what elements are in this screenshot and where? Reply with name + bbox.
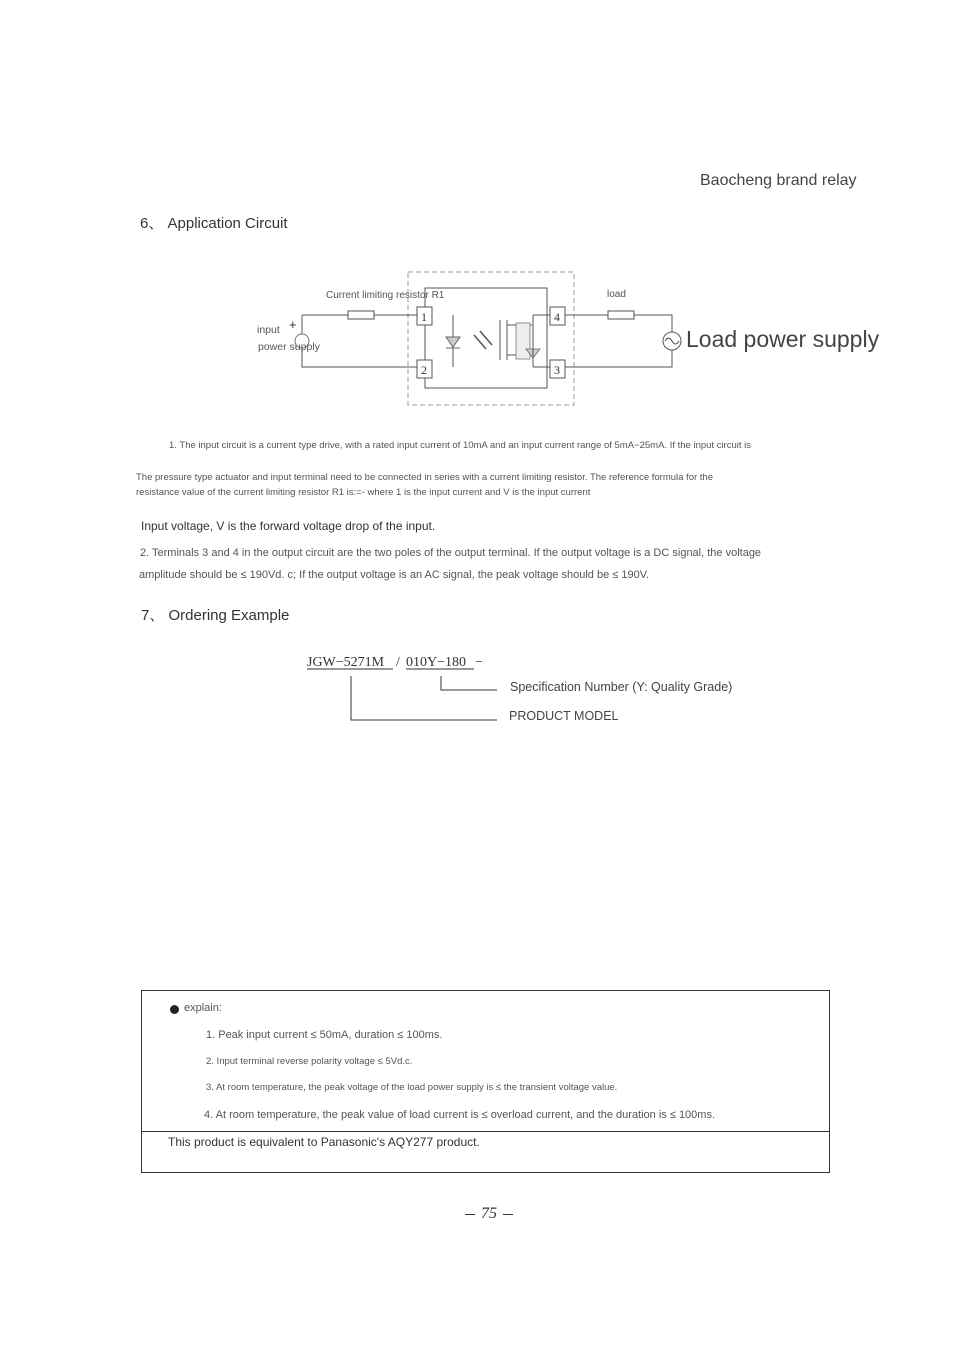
- resistor-label: Current limiting resistor R1: [326, 290, 445, 301]
- power-supply-label: power supply: [258, 341, 320, 353]
- load-label: load: [607, 289, 626, 300]
- note1-line1: 1. The input circuit is a current type drive, with a rated input current of 10mA and an input current range of 5mA~25mA. If the input circuit is: [169, 440, 752, 451]
- load-resistor: [608, 311, 634, 319]
- product-model-label: PRODUCT MODEL: [509, 709, 619, 723]
- model-suffix: −: [475, 655, 483, 670]
- explain-item-1: 1. Peak input current ≤ 50mA, duration ≤ 100ms.: [206, 1029, 443, 1041]
- plus-label: +: [289, 317, 297, 332]
- load-power-supply-label: Load power supply: [686, 326, 880, 352]
- note1-line3: resistance value of the current limiting resistor R1 is:=- where 1 is the input current and V is the input current: [136, 487, 591, 498]
- terminal-4-label: 4: [554, 310, 560, 324]
- note1-line4: Input voltage, V is the forward voltage drop of the input.: [141, 519, 436, 533]
- application-circuit-diagram: [250, 265, 910, 415]
- model-separator: /: [396, 655, 400, 670]
- dash-left: [465, 1214, 475, 1215]
- explain-item-4: 4. At room temperature, the peak value of load current is ≤ overload current, and the duration is ≤ 100ms.: [204, 1109, 716, 1121]
- ordering-example-diagram: [300, 648, 780, 728]
- equivalent-note: This product is equivalent to Panasonic's AQY277 product.: [168, 1135, 480, 1149]
- dash-right: [503, 1214, 513, 1215]
- explain-item-3: 3. At room temperature, the peak voltage of the load power supply is ≤ the transient voltage value.: [206, 1082, 618, 1093]
- page-number: 75: [481, 1205, 497, 1222]
- terminal-3-label: 3: [554, 363, 560, 377]
- explain-item-2: 2. Input terminal reverse polarity voltage ≤ 5Vd.c.: [206, 1056, 413, 1067]
- note1-line2: The pressure type actuator and input terminal need to be connected in series with a current limiting resistor. The reference formula for the: [136, 472, 713, 483]
- mosfet-symbol: [516, 323, 530, 359]
- explain-title: explain:: [184, 1002, 222, 1014]
- note2-line2: amplitude should be ≤ 190Vd. c; If the output voltage is an AC signal, the peak voltage should be ≤ 190V.: [139, 569, 650, 581]
- resistor-r1: [348, 311, 374, 319]
- spec-number-label: Specification Number (Y: Quality Grade): [510, 680, 733, 694]
- note2-line1: 2. Terminals 3 and 4 in the output circuit are the two poles of the output terminal. If the output voltage is a DC signal, the voltage: [140, 547, 762, 559]
- input-label: input: [257, 324, 280, 336]
- explain-divider: [141, 1131, 830, 1132]
- model-part1: JGW−5271M: [307, 655, 385, 670]
- page-number-footer: [459, 1205, 519, 1223]
- model-part2: 010Y−180: [406, 655, 467, 670]
- terminal-1-label: 1: [421, 310, 427, 324]
- section-7-title: 7、 Ordering Example: [141, 607, 290, 624]
- section-6-title: 6、 Application Circuit: [140, 215, 288, 232]
- bullet-icon: [170, 1005, 179, 1014]
- terminal-2-label: 2: [421, 363, 427, 377]
- led-symbol: [446, 337, 460, 347]
- brand-title: Baocheng brand relay: [700, 172, 857, 189]
